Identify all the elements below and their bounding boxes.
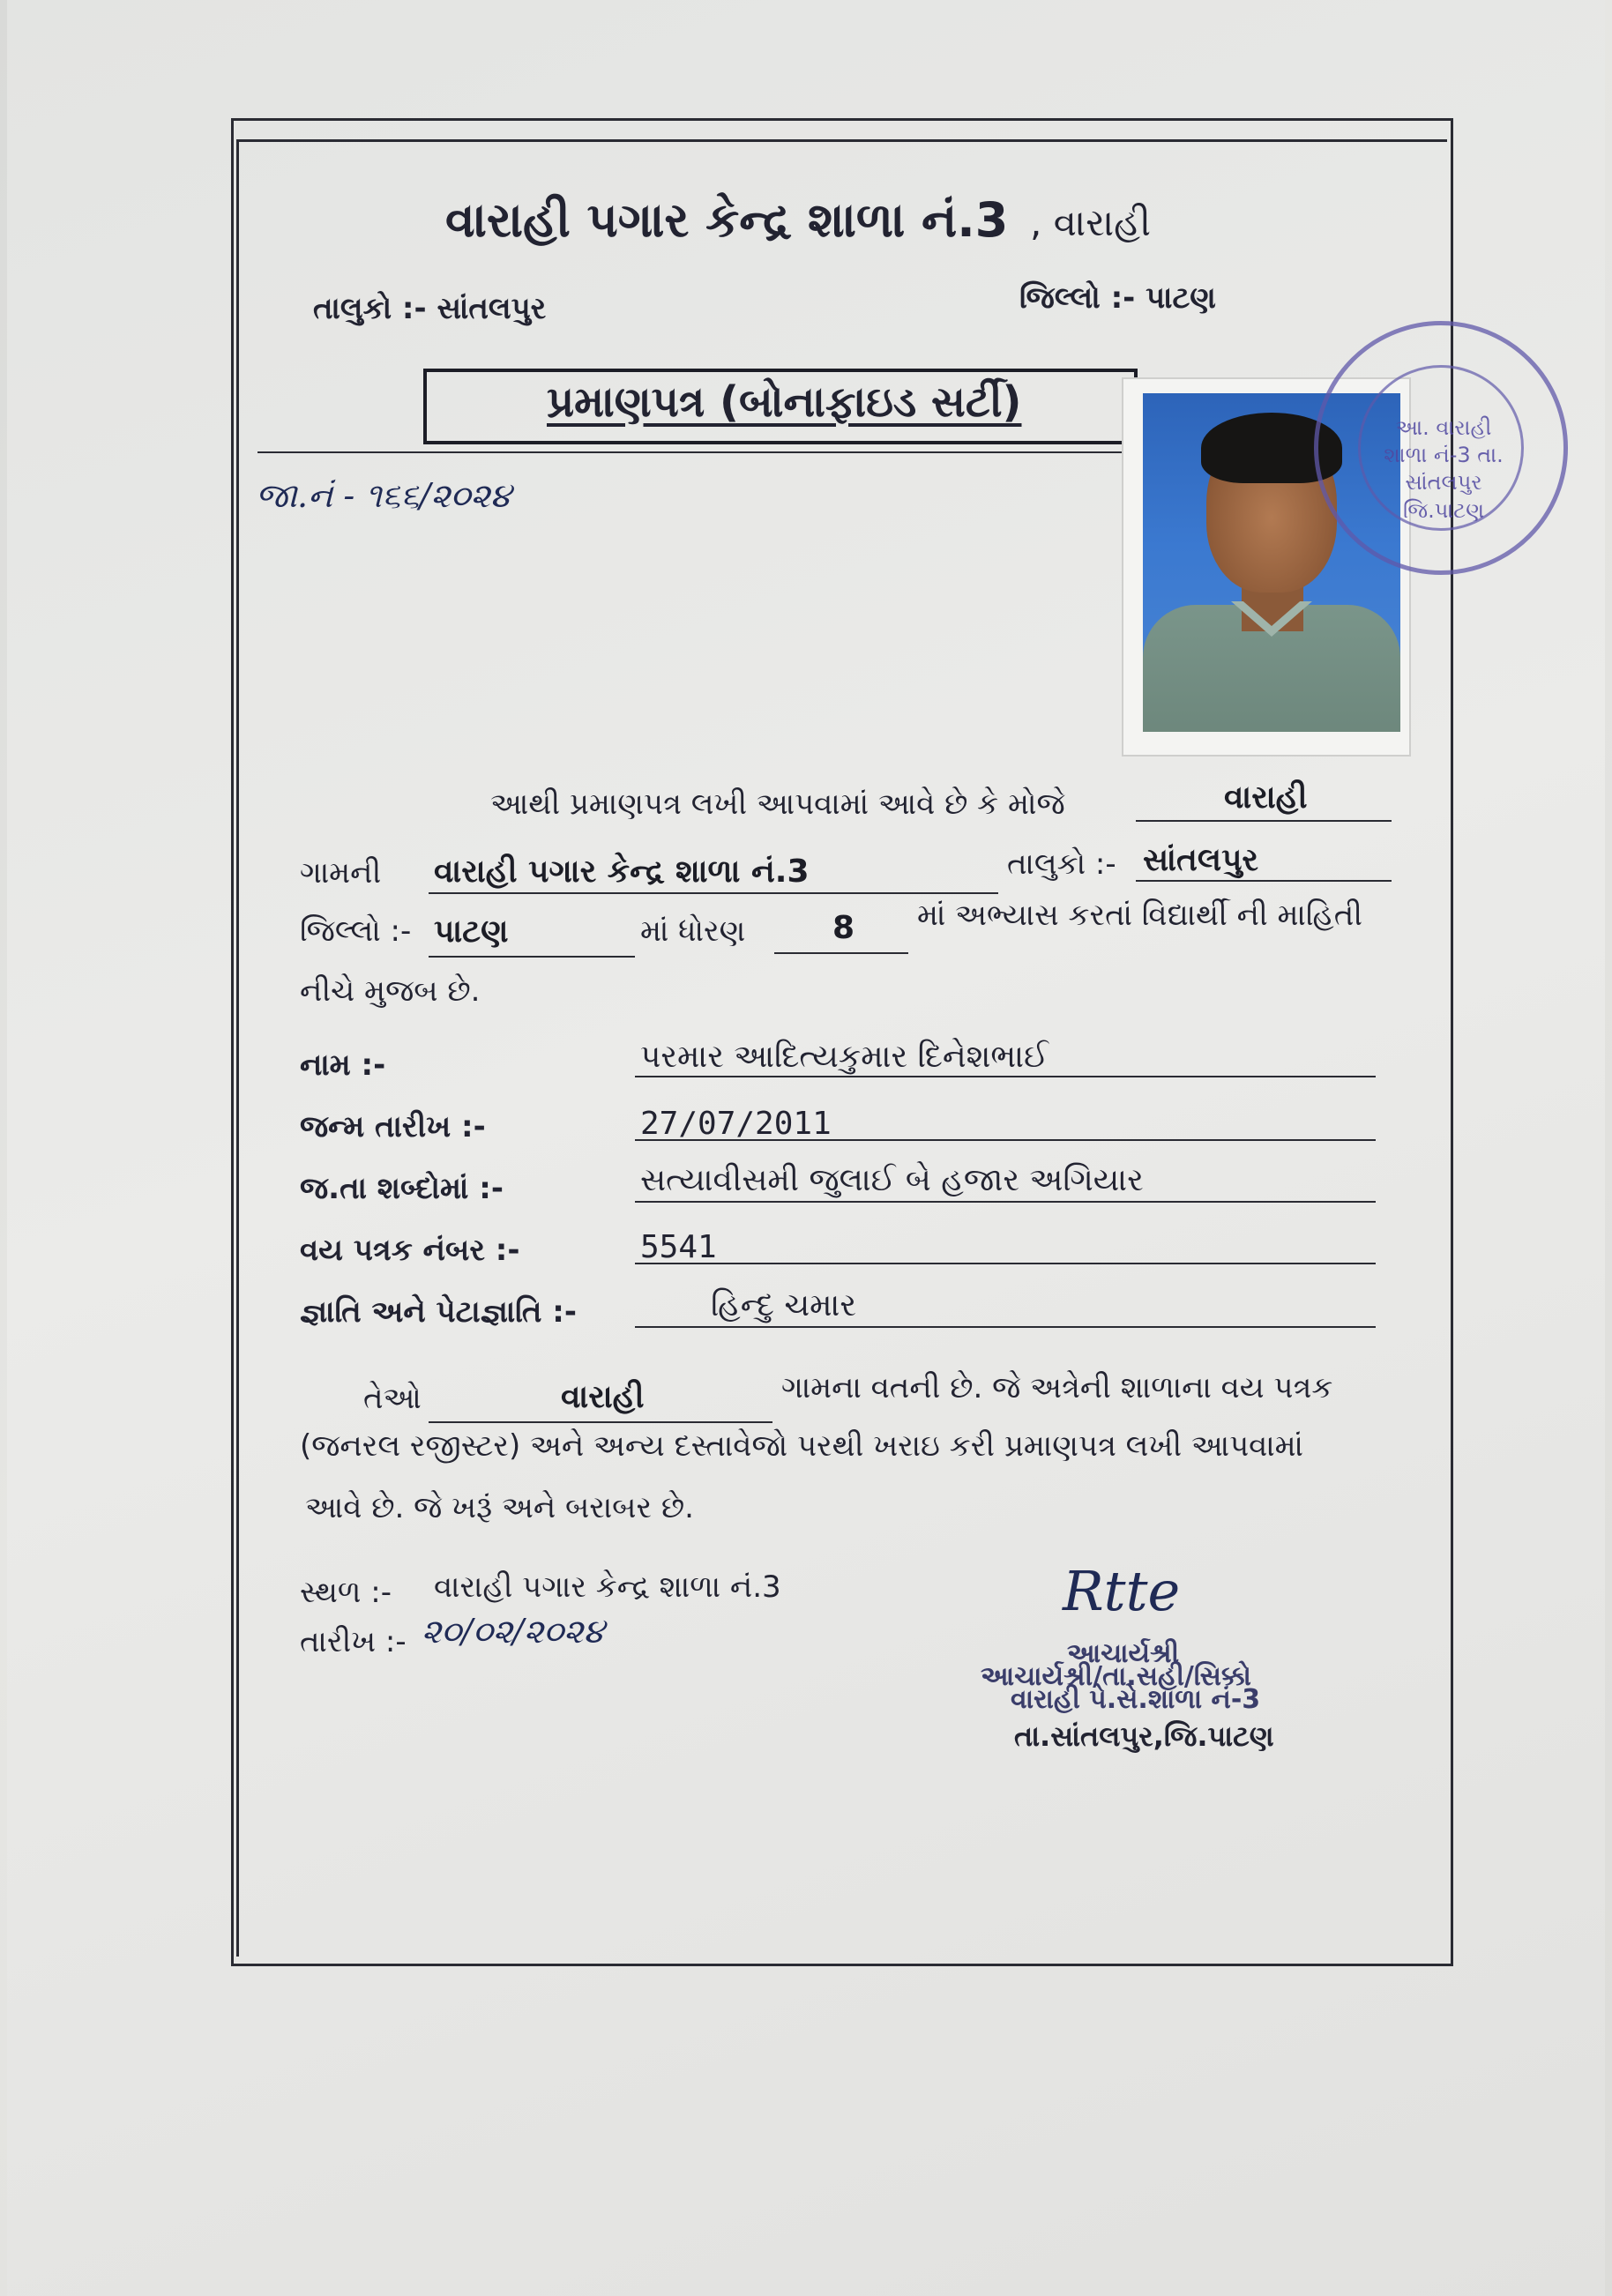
- field-label-dob-words: જ.તા શબ્દોમાં :-: [300, 1171, 504, 1206]
- mauje-underline: [1136, 820, 1392, 822]
- district-value: પાટણ: [434, 913, 509, 950]
- title-underline-rule: [257, 451, 1126, 453]
- native-line2: (જનરલ રજીસ્ટર) અને અન્ય દસ્તાવેજો પરથી ખરાઇ કરી પ્રમાણપત્ર લખી આપવામાં: [300, 1428, 1304, 1464]
- taluka-underline: [1136, 880, 1392, 882]
- header-district: જિલ્લો :- પાટણ: [1019, 280, 1216, 316]
- field-label-name: નામ :-: [300, 1047, 386, 1083]
- date-value: ૨૦/૦૨/૨૦૨૪: [422, 1612, 605, 1651]
- field-underline-name: [635, 1076, 1376, 1077]
- school-name: વારાહી પગાર કેન્દ્ર શાળા નં.3: [445, 192, 1009, 248]
- field-value-caste: હિન્દુ ચમાર: [711, 1287, 856, 1323]
- field-underline-dob: [635, 1139, 1376, 1141]
- district-underline: [429, 956, 635, 958]
- field-underline-dob-words: [635, 1201, 1376, 1203]
- taluka-value: સાંતલપુર: [1143, 842, 1259, 878]
- certificate-title: પ્રમાણપત્ર (બોનાફાઇડ સર્ટી): [547, 377, 1022, 427]
- field-underline-register-no: [635, 1263, 1376, 1264]
- mauje-value: વારાહી: [1224, 779, 1308, 816]
- date-label: તારીખ :-: [300, 1624, 407, 1659]
- field-value-dob-words: સત્યાવીસમી જુલાઈ બે હજાર અગિયાર: [640, 1162, 1144, 1198]
- field-label-register-no: વય પત્રક નંબર :-: [300, 1233, 520, 1268]
- native-prefix: તેઓ: [363, 1381, 422, 1416]
- field-label-dob: જન્મ તારીખ :-: [300, 1109, 486, 1144]
- signature-school: વારાહી પે.સે.શાળા નં-3: [1011, 1684, 1261, 1715]
- below-text: નીચે મુજબ છે.: [300, 973, 481, 1009]
- native-line1: ગામના વતની છે. જે અત્રેની શાળાના વય પત્રક: [781, 1370, 1333, 1405]
- header-taluka: તાલુકો :- સાંતલપુર: [313, 291, 547, 326]
- place-value: વારાહી પગાર કેન્દ્ર શાળા નં.3: [434, 1569, 781, 1605]
- district-label: જિલ્લો :-: [300, 913, 412, 949]
- school-village: , વારાહી: [1030, 201, 1152, 244]
- field-value-name: પરમાર આદિત્યકુમાર દિનેશભાઈ: [640, 1039, 1049, 1075]
- std-value: 8: [832, 910, 855, 946]
- village-label: ગામની: [300, 855, 382, 891]
- std-underline: [774, 952, 908, 954]
- field-label-caste: જ્ઞાતિ અને પેટાજ્ઞાતિ :-: [300, 1294, 577, 1330]
- studying-text: માં અભ્યાસ કરતાં વિદ્યાર્થી ની માહિતી: [917, 898, 1362, 933]
- school-underline: [429, 892, 998, 894]
- school-value: વારાહી પગાર કેન્દ્ર શાળા નં.3: [434, 854, 810, 890]
- native-village-underline: [429, 1421, 772, 1423]
- school-stamp-text: આ. વારાહી શાળા નં-3 તા. સાંતલપુર જિ.પાટણ: [1384, 415, 1504, 523]
- place-label: સ્થળ :-: [300, 1575, 392, 1610]
- std-label: માં ધોરણ: [640, 913, 746, 949]
- native-village-value: વારાહી: [561, 1379, 645, 1415]
- signature-address: તા.સાંતલપુર,જિ.પાટણ: [1014, 1719, 1274, 1753]
- signature-title-2: આચાર્યશ્રી/તા.સહી/સિક્કો: [981, 1661, 1251, 1692]
- reference-number: જા.નં - ૧૬૬/૨૦૨૪: [256, 476, 511, 515]
- field-underline-caste: [635, 1326, 1376, 1328]
- field-value-register-no: 5541: [640, 1229, 717, 1265]
- field-value-dob: 27/07/2011: [640, 1106, 832, 1142]
- signature-title-1: આચાર્યશ્રી: [1067, 1638, 1180, 1669]
- principal-signature: Rtte: [1063, 1559, 1181, 1623]
- taluka-label: તાલુકો :-: [1007, 846, 1116, 882]
- intro-line1: આથી પ્રમાણપત્ર લખી આપવામાં આવે છે કે મોજે: [490, 786, 1065, 822]
- native-line3: આવે છે. જે ખરૂં અને બરાબર છે.: [305, 1490, 694, 1525]
